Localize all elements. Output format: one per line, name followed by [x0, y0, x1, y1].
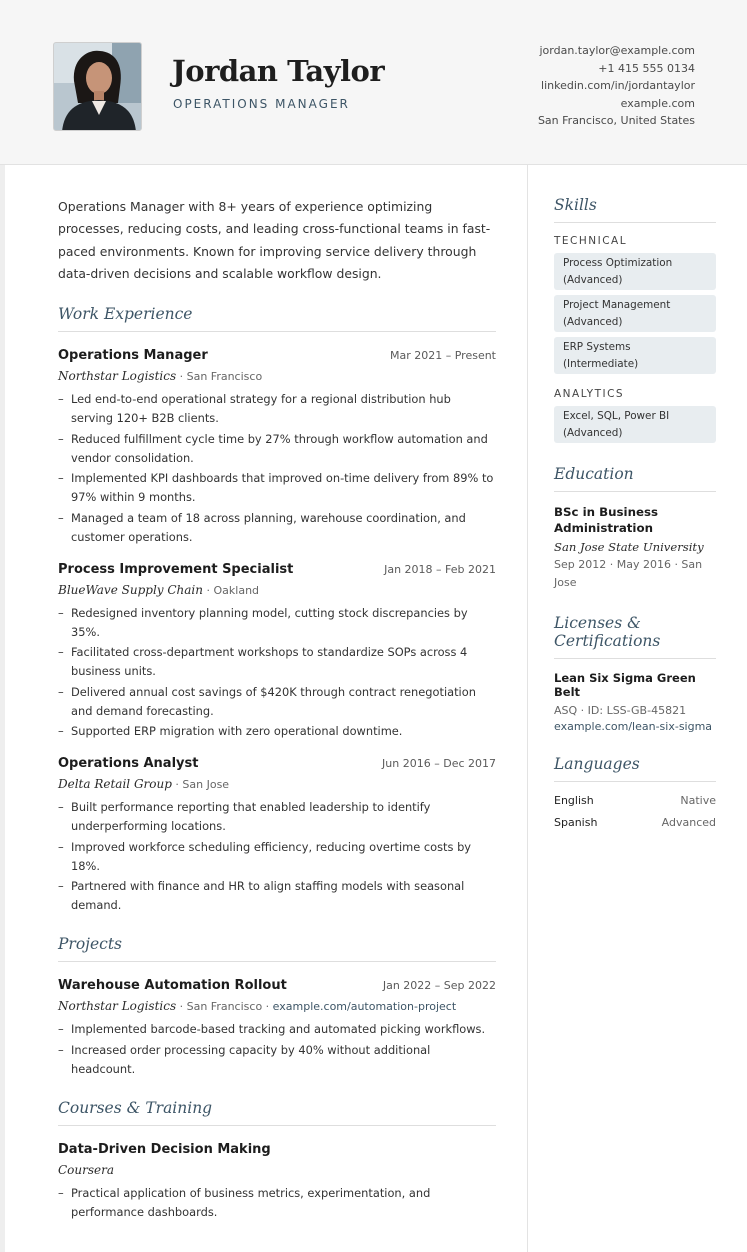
profile-photo	[53, 42, 142, 131]
project-bullets	[58, 1020, 496, 1079]
bullet-item: – Increased order processing capacity by 40% without additional headcount.	[58, 1042, 431, 1076]
language-level: Advanced	[661, 816, 716, 829]
education-meta: Sep 2012 · May 2016 · San Jose	[554, 558, 703, 589]
analytics-label: ANALYTICS	[554, 388, 625, 400]
left-margin-strip	[0, 164, 5, 1252]
bullet-item: – Redesigned inventory planning model, cutting stock discrepancies by 35%.	[58, 605, 468, 639]
main-column	[58, 196, 496, 1237]
language-row	[554, 816, 716, 829]
project-org: Northstar Logistics	[58, 999, 177, 1014]
bullet-item: – Implemented KPI dashboards that improved on-time delivery from 89% to 97% within 9 months.	[58, 471, 494, 505]
course-provider: Coursera	[58, 1162, 115, 1177]
bullet-item: – Led end-to-end operational strategy for a regional distribution hub serving 120+ B2B clients.	[58, 392, 451, 426]
sidebar	[554, 196, 716, 838]
job-bullets	[58, 390, 496, 547]
skill-chip: ERP Systems (Intermediate)	[554, 337, 716, 374]
candidate-role: OPERATIONS MANAGER	[173, 97, 350, 111]
work-experience-heading: Work Experience	[58, 305, 496, 332]
course-title: Data-Driven Decision Making	[58, 1141, 271, 1157]
skill-chip: Excel, SQL, Power BI (Advanced)	[554, 406, 716, 443]
contact-website[interactable]: example.com	[620, 96, 695, 110]
candidate-name: Jordan Taylor	[172, 54, 385, 88]
project-title: Warehouse Automation Rollout	[58, 978, 287, 994]
employer: Delta Retail Group	[58, 777, 172, 792]
skills-heading: Skills	[554, 196, 716, 223]
job-date: Mar 2021 – Present	[389, 349, 496, 363]
skill-chip: Project Management (Advanced)	[554, 295, 716, 332]
bullet-item: – Supported ERP migration with zero operational downtime.	[58, 724, 403, 739]
language-row	[554, 794, 716, 807]
bullet-item: – Facilitated cross-department workshops to standardize SOPs across 4 business units.	[58, 645, 468, 679]
job-title: Operations Analyst	[58, 756, 199, 772]
job-date: Jun 2016 – Dec 2017	[382, 757, 496, 771]
job-title: Operations Manager	[58, 348, 208, 364]
contact-linkedin[interactable]: linkedin.com/in/jordantaylor	[541, 79, 695, 92]
employer: Northstar Logistics	[58, 369, 177, 384]
languages-heading: Languages	[554, 755, 716, 782]
courses-heading: Courses & Training	[58, 1099, 496, 1126]
course-bullets	[58, 1184, 496, 1222]
school: San Jose State University	[554, 540, 704, 554]
certification-meta: ASQ · ID: LSS-GB-45821	[554, 704, 687, 717]
certification-name: Lean Six Sigma Green Belt	[554, 671, 696, 699]
bullet-item: – Built performance reporting that enabled leadership to identify underperforming locations.	[58, 800, 431, 834]
bullet-item: – Practical application of business metrics, experimentation, and performance dashboards.	[58, 1185, 431, 1219]
project-date: Jan 2022 – Sep 2022	[382, 979, 496, 993]
work-entry	[58, 562, 496, 742]
education-heading: Education	[554, 465, 716, 492]
bullet-item: – Partnered with finance and HR to align staffing models with seasonal demand.	[58, 879, 465, 913]
job-location: · Oakland	[206, 583, 260, 597]
language-name: English	[554, 794, 594, 807]
work-entry	[58, 756, 496, 915]
resume-header	[0, 0, 747, 165]
summary-text: Operations Manager with 8+ years of experience optimizing processes, reducing costs, and leading cross-functional teams in fast-paced environments. Known for improving service delivery through data-driven decisions and scalable workflow design.	[58, 199, 491, 281]
contact-email[interactable]: jordan.taylor@example.com	[539, 44, 695, 57]
job-bullets	[58, 604, 496, 742]
certifications-heading: Licenses & Certifications	[554, 614, 716, 659]
projects-heading: Projects	[58, 935, 496, 962]
degree: BSc in Business Administration	[554, 505, 659, 535]
contact-location: San Francisco, United States	[537, 114, 695, 127]
bullet-item: – Implemented barcode-based tracking and automated picking workflows.	[58, 1022, 486, 1037]
project-link[interactable]: example.com/automation-project	[272, 1000, 457, 1014]
language-level: Native	[680, 794, 716, 807]
contact-phone[interactable]: +1 415 555 0134	[598, 61, 695, 75]
course-entry	[58, 1142, 496, 1222]
job-location: · San Jose	[175, 778, 230, 792]
certification-link[interactable]: example.com/lean-six-sigma	[554, 720, 713, 733]
job-location: · San Francisco	[179, 370, 263, 384]
bullet-item: – Reduced fulfillment cycle time by 27% through workflow automation and vendor consolidation.	[58, 431, 488, 465]
bullet-item: – Managed a team of 18 across planning, warehouse coordination, and customer operations.	[58, 510, 466, 544]
employer: BlueWave Supply Chain	[58, 582, 204, 597]
bullet-item: – Improved workforce scheduling efficiency, reducing overtime costs by 18%.	[58, 839, 472, 873]
job-bullets	[58, 798, 496, 915]
column-divider	[527, 165, 528, 1252]
job-date: Jan 2018 – Feb 2021	[384, 562, 496, 576]
project-location: · San Francisco ·	[179, 1000, 270, 1014]
project-entry	[58, 978, 496, 1079]
job-title: Process Improvement Specialist	[58, 561, 294, 577]
language-name: Spanish	[554, 816, 598, 829]
technical-label: TECHNICAL	[554, 235, 628, 247]
contact-info	[538, 42, 695, 130]
bullet-item: – Delivered annual cost savings of $420K through contract renegotiation and demand forecasting.	[58, 684, 476, 718]
work-entry	[58, 348, 496, 547]
skill-chip: Process Optimization (Advanced)	[554, 253, 716, 290]
